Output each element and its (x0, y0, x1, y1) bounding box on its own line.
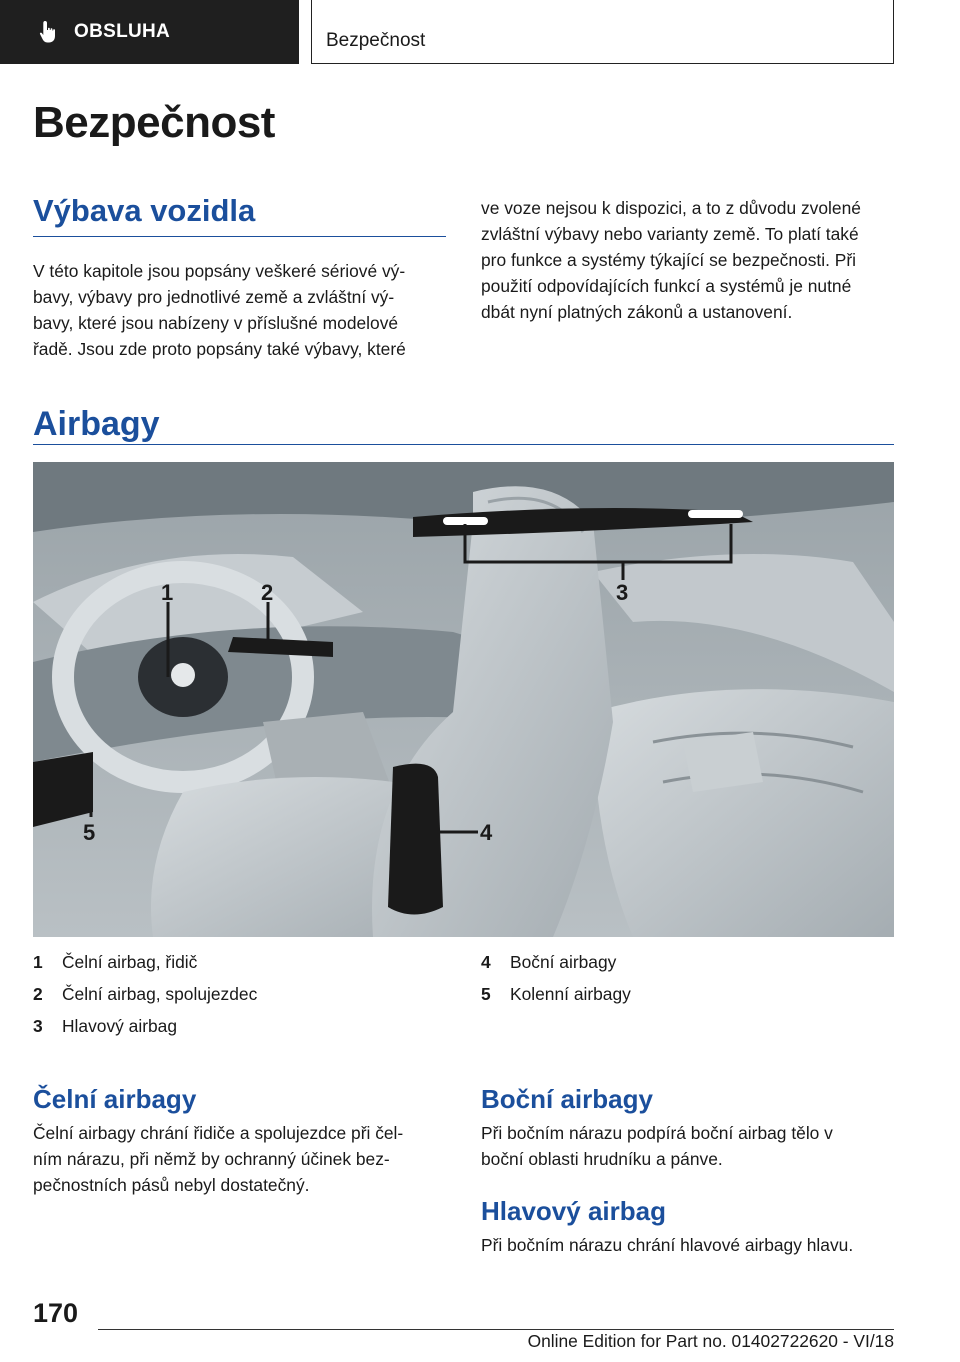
paragraph-line: boční oblasti hrudníku a pánve. (481, 1149, 723, 1169)
front-airbags-heading: Čelní airbagy (33, 1084, 197, 1114)
paragraph-line: pečnostních pásů nebyl dostatečný. (33, 1175, 310, 1195)
callout-1: 1 (161, 580, 174, 605)
footer-rule (98, 1329, 894, 1330)
paragraph-line: pro funkce a systémy týkající se bezpečnosti. Při (481, 250, 857, 270)
legend-number: 4 (481, 952, 491, 972)
head-airbag-heading: Hlavový airbag (481, 1196, 666, 1226)
edition-note: Online Edition for Part no. 01402722620 - VI/18 (527, 1331, 894, 1351)
vehicle-equipment-rule (33, 236, 446, 237)
legend-number: 3 (33, 1016, 43, 1036)
legend-text: Hlavový airbag (62, 1016, 178, 1036)
legend-item (33, 946, 257, 978)
paragraph-line: dbát nyní platných zákonů a ustanovení. (481, 302, 793, 322)
vehicle-equipment-paragraph-left (33, 258, 406, 362)
car-interior-drawing (33, 462, 894, 937)
legend-item (33, 978, 257, 1010)
section-tab (0, 0, 299, 64)
callout-4: 4 (480, 820, 493, 845)
section-label: OBSLUHA (74, 21, 171, 42)
vehicle-equipment-heading: Výbava vozidla (33, 193, 256, 228)
paragraph-line: zvláštní výbavy nebo varianty země. To platí také (481, 224, 859, 244)
figure-legend-left (33, 946, 257, 1042)
paragraph-line: použití odpovídajících funkcí a systémů je nutné (481, 276, 852, 296)
side-airbags-heading: Boční airbagy (481, 1084, 653, 1114)
head-airbag-text (481, 1232, 853, 1258)
page-number: 170 (33, 1298, 79, 1328)
legend-number: 5 (481, 984, 491, 1004)
legend-item (481, 978, 631, 1010)
side-airbags-text (481, 1120, 833, 1172)
figure-legend-right (481, 946, 631, 1010)
chapter-label: Bezpečnost (326, 30, 426, 51)
paragraph-line: ním nárazu, při němž by ochranný účinek bez- (33, 1149, 390, 1169)
callout-2: 2 (261, 580, 274, 605)
legend-text: Čelní airbag, spolujezdec (62, 984, 258, 1004)
paragraph-line: řadě. Jsou zde proto popsány také výbavy, které (33, 339, 406, 359)
legend-text: Čelní airbag, řidič (62, 952, 198, 972)
legend-number: 1 (33, 952, 43, 972)
paragraph-line: bavy, výbavy pro jednotlivé země a zvláštní vý- (33, 287, 395, 307)
airbags-heading: Airbagy (33, 405, 160, 443)
legend-number: 2 (33, 984, 43, 1004)
page-header (0, 0, 960, 66)
front-airbags-text (33, 1120, 403, 1198)
page-title: Bezpečnost (33, 98, 275, 147)
chapter-tab (311, 0, 894, 64)
hand-pointer-icon (36, 19, 62, 45)
paragraph-line: ve voze nejsou k dispozici, a to z důvodu zvolené (481, 198, 861, 218)
airbags-rule (33, 444, 894, 445)
car-interior-illustration (33, 462, 894, 937)
legend-item (481, 946, 631, 978)
paragraph-line: bavy, které jsou nabízeny v příslušné modelové (33, 313, 399, 333)
paragraph-line: Čelní airbagy chrání řidiče a spolujezdce při čel- (33, 1123, 404, 1143)
legend-item (33, 1010, 257, 1042)
paragraph-line: Při bočním nárazu podpírá boční airbag tělo v (481, 1123, 833, 1143)
vehicle-equipment-paragraph-right (481, 195, 861, 325)
callout-3: 3 (616, 580, 629, 605)
paragraph-line: Při bočním nárazu chrání hlavové airbagy hlavu. (481, 1235, 854, 1255)
callout-5: 5 (83, 820, 96, 845)
legend-text: Kolenní airbagy (510, 984, 631, 1004)
paragraph-line: V této kapitole jsou popsány veškeré sériové vý- (33, 261, 406, 281)
legend-text: Boční airbagy (510, 952, 617, 972)
